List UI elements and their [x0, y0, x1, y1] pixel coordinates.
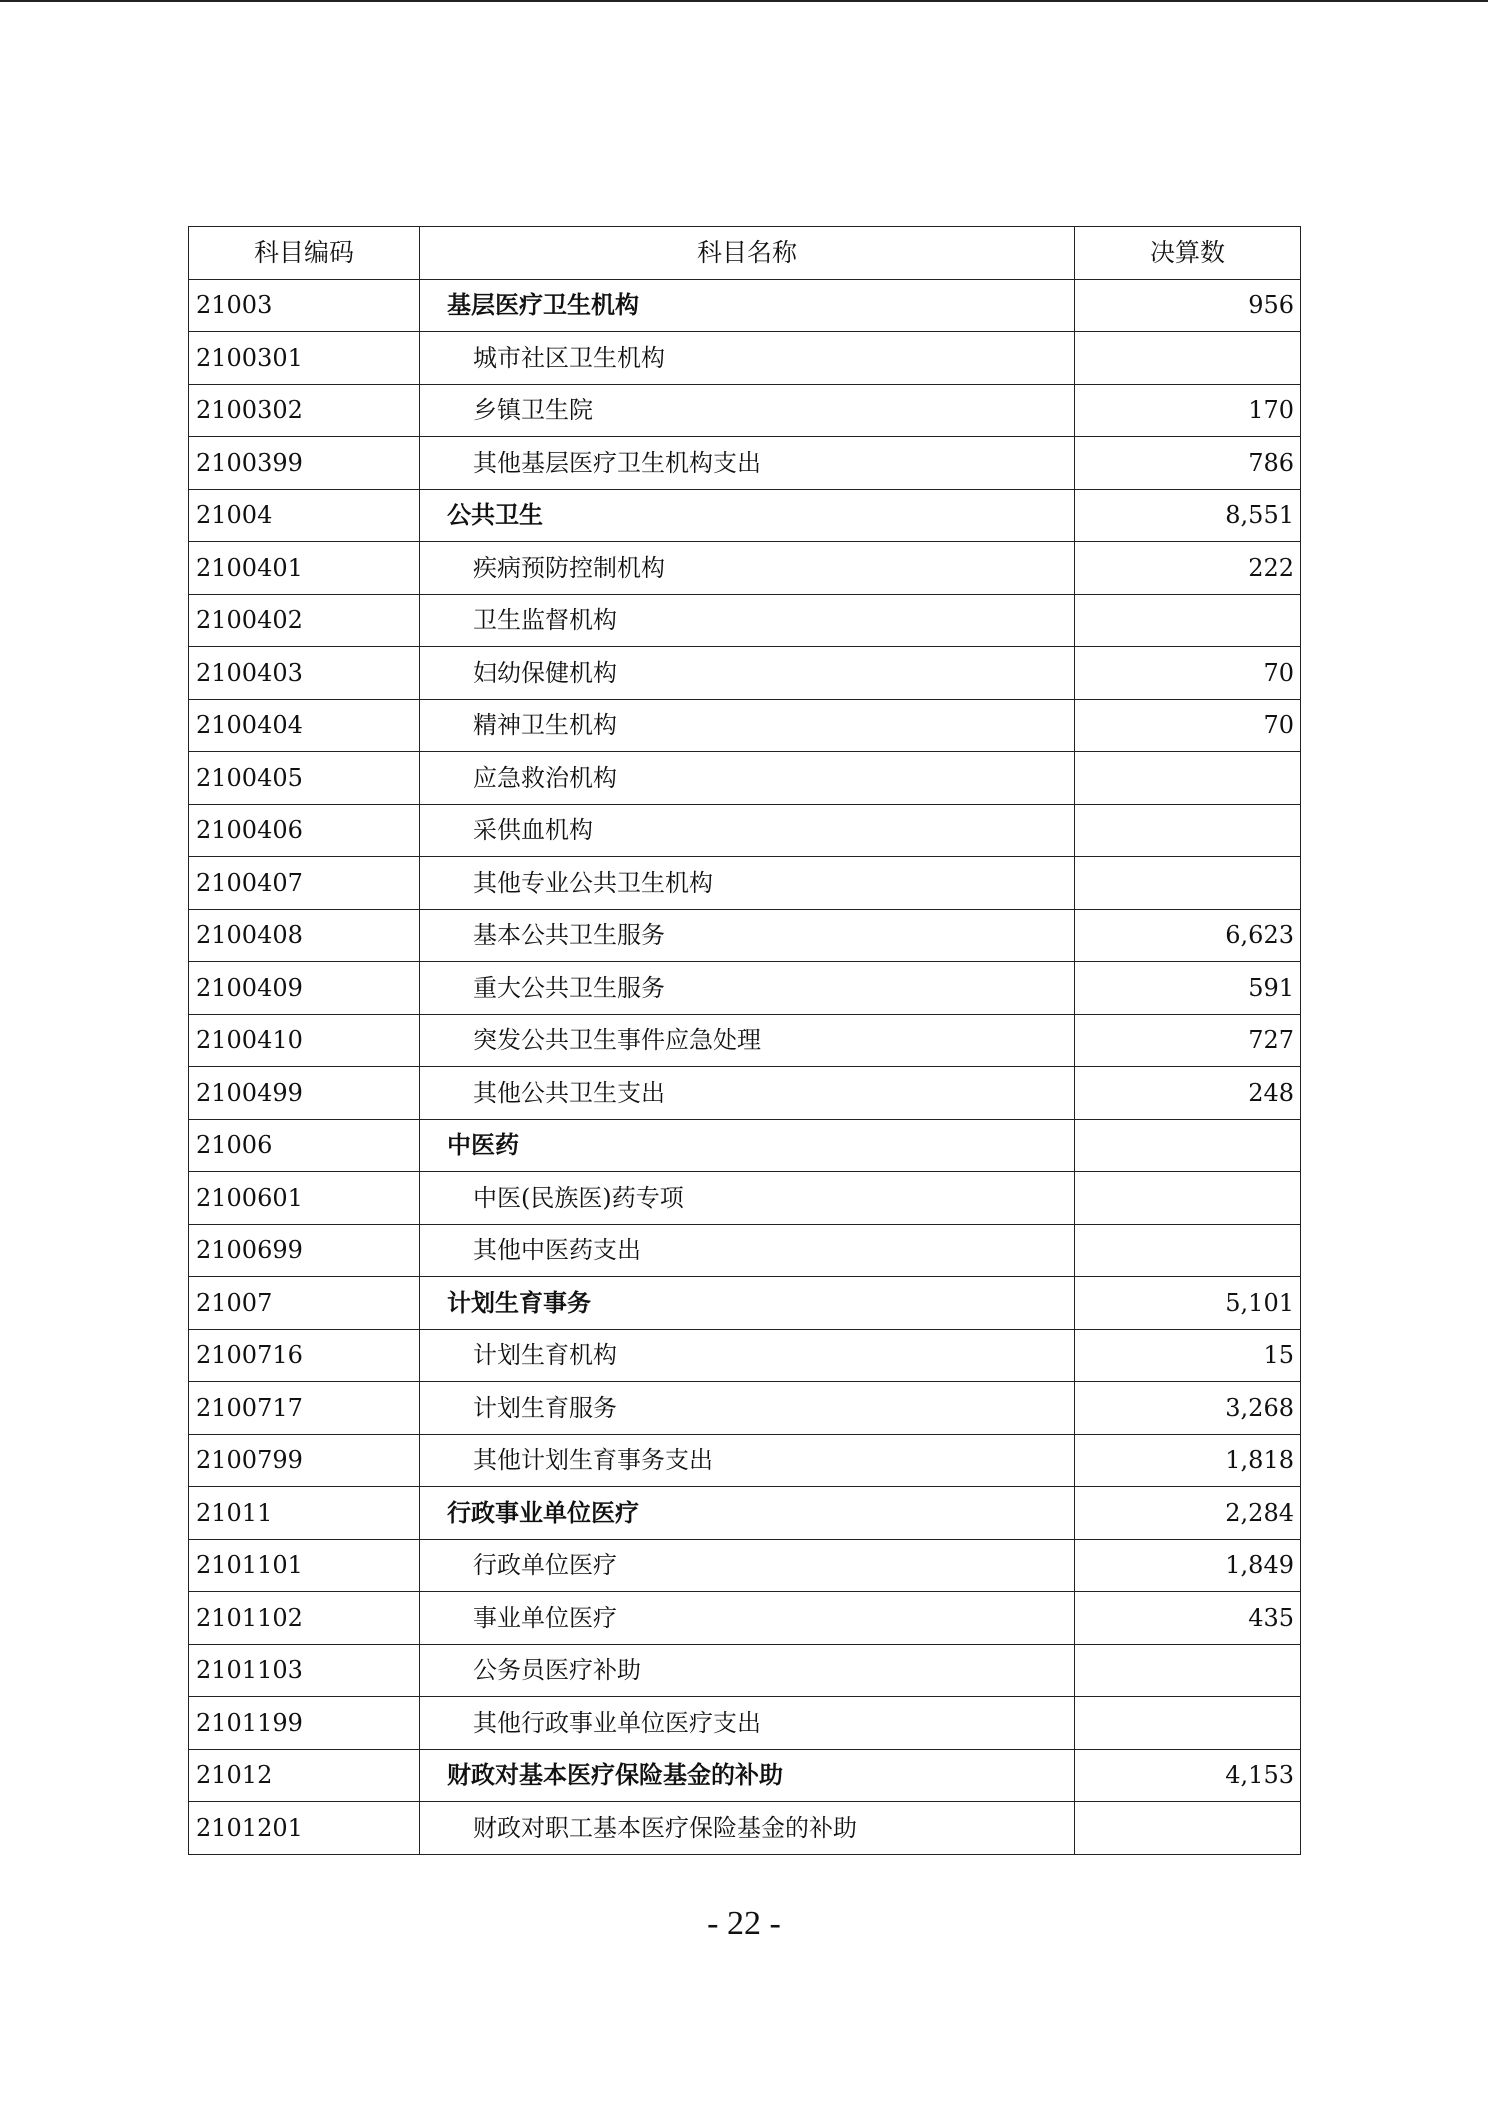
cell-code: 2100402 [189, 594, 420, 647]
table-row [189, 1329, 1301, 1382]
table-row [189, 1539, 1301, 1592]
table-row [189, 1434, 1301, 1487]
cell-amount [1075, 857, 1301, 910]
header-code: 科目编码 [189, 227, 420, 280]
table-row [189, 1224, 1301, 1277]
cell-name: 财政对职工基本医疗保险基金的补助 [420, 1802, 1075, 1855]
cell-amount [1075, 1224, 1301, 1277]
cell-amount: 1,818 [1075, 1434, 1301, 1487]
cell-code: 2101201 [189, 1802, 420, 1855]
page-top-rule [0, 0, 1488, 2]
cell-amount: 8,551 [1075, 489, 1301, 542]
cell-amount [1075, 752, 1301, 805]
table-row [189, 437, 1301, 490]
cell-code: 21006 [189, 1119, 420, 1172]
cell-name: 妇幼保健机构 [420, 647, 1075, 700]
table-row [189, 1277, 1301, 1330]
cell-amount: 591 [1075, 962, 1301, 1015]
cell-code: 21004 [189, 489, 420, 542]
cell-name: 其他行政事业单位医疗支出 [420, 1697, 1075, 1750]
cell-name: 行政事业单位医疗 [420, 1487, 1075, 1540]
table-row [189, 1802, 1301, 1855]
header-name: 科目名称 [420, 227, 1075, 280]
cell-name: 行政单位医疗 [420, 1539, 1075, 1592]
table-body [189, 279, 1301, 1854]
cell-name: 突发公共卫生事件应急处理 [420, 1014, 1075, 1067]
table-row [189, 1014, 1301, 1067]
cell-name: 其他基层医疗卫生机构支出 [420, 437, 1075, 490]
cell-amount: 1,849 [1075, 1539, 1301, 1592]
cell-code: 21012 [189, 1749, 420, 1802]
table-row [189, 1697, 1301, 1750]
cell-amount: 170 [1075, 384, 1301, 437]
table-row [189, 962, 1301, 1015]
cell-code: 2100404 [189, 699, 420, 752]
table-row [189, 909, 1301, 962]
cell-code: 2100407 [189, 857, 420, 910]
table-row [189, 647, 1301, 700]
cell-amount: 5,101 [1075, 1277, 1301, 1330]
table-row [189, 1172, 1301, 1225]
budget-table [188, 226, 1301, 1855]
cell-amount [1075, 1172, 1301, 1225]
header-amount: 决算数 [1075, 227, 1301, 280]
cell-name: 其他专业公共卫生机构 [420, 857, 1075, 910]
table-row [189, 489, 1301, 542]
cell-code: 21011 [189, 1487, 420, 1540]
table-row [189, 542, 1301, 595]
table-row [189, 1749, 1301, 1802]
cell-code: 2100717 [189, 1382, 420, 1435]
cell-code: 2100399 [189, 437, 420, 490]
cell-amount [1075, 1697, 1301, 1750]
cell-amount: 727 [1075, 1014, 1301, 1067]
cell-name: 应急救治机构 [420, 752, 1075, 805]
table-row [189, 699, 1301, 752]
cell-amount [1075, 1802, 1301, 1855]
table-row [189, 1592, 1301, 1645]
cell-code: 2100301 [189, 332, 420, 385]
table-row [189, 332, 1301, 385]
cell-amount: 4,153 [1075, 1749, 1301, 1802]
cell-amount [1075, 594, 1301, 647]
cell-name: 计划生育事务 [420, 1277, 1075, 1330]
cell-name: 采供血机构 [420, 804, 1075, 857]
table-row [189, 804, 1301, 857]
cell-name: 其他中医药支出 [420, 1224, 1075, 1277]
table-row [189, 752, 1301, 805]
cell-amount [1075, 1644, 1301, 1697]
table-header-row [189, 227, 1301, 280]
cell-code: 2101199 [189, 1697, 420, 1750]
cell-code: 21003 [189, 279, 420, 332]
cell-code: 2100302 [189, 384, 420, 437]
cell-amount: 435 [1075, 1592, 1301, 1645]
cell-name: 财政对基本医疗保险基金的补助 [420, 1749, 1075, 1802]
cell-name: 公务员医疗补助 [420, 1644, 1075, 1697]
cell-name: 卫生监督机构 [420, 594, 1075, 647]
cell-name: 城市社区卫生机构 [420, 332, 1075, 385]
cell-code: 2100601 [189, 1172, 420, 1225]
cell-amount: 3,268 [1075, 1382, 1301, 1435]
page-number: - 22 - [707, 1905, 781, 1942]
table-row [189, 594, 1301, 647]
table-row [189, 1644, 1301, 1697]
cell-code: 2100408 [189, 909, 420, 962]
cell-code: 2101103 [189, 1644, 420, 1697]
cell-amount: 956 [1075, 279, 1301, 332]
table-row [189, 384, 1301, 437]
cell-name: 乡镇卫生院 [420, 384, 1075, 437]
cell-code: 2100401 [189, 542, 420, 595]
cell-amount: 6,623 [1075, 909, 1301, 962]
cell-name: 公共卫生 [420, 489, 1075, 542]
cell-code: 2100499 [189, 1067, 420, 1120]
cell-name: 基层医疗卫生机构 [420, 279, 1075, 332]
cell-amount: 786 [1075, 437, 1301, 490]
cell-code: 2100699 [189, 1224, 420, 1277]
cell-amount: 15 [1075, 1329, 1301, 1382]
cell-code: 21007 [189, 1277, 420, 1330]
cell-code: 2100403 [189, 647, 420, 700]
cell-code: 2100409 [189, 962, 420, 1015]
cell-code: 2101101 [189, 1539, 420, 1592]
cell-code: 2100405 [189, 752, 420, 805]
cell-code: 2100406 [189, 804, 420, 857]
table-row [189, 1119, 1301, 1172]
cell-amount: 70 [1075, 647, 1301, 700]
cell-amount: 70 [1075, 699, 1301, 752]
table-row [189, 1487, 1301, 1540]
budget-table-container [188, 226, 1300, 1855]
cell-name: 计划生育服务 [420, 1382, 1075, 1435]
cell-amount [1075, 1119, 1301, 1172]
table-row [189, 857, 1301, 910]
cell-amount: 2,284 [1075, 1487, 1301, 1540]
cell-name: 其他计划生育事务支出 [420, 1434, 1075, 1487]
cell-name: 事业单位医疗 [420, 1592, 1075, 1645]
cell-name: 基本公共卫生服务 [420, 909, 1075, 962]
cell-code: 2100716 [189, 1329, 420, 1382]
cell-name: 精神卫生机构 [420, 699, 1075, 752]
cell-name: 重大公共卫生服务 [420, 962, 1075, 1015]
table-row [189, 279, 1301, 332]
cell-name: 疾病预防控制机构 [420, 542, 1075, 595]
cell-code: 2100410 [189, 1014, 420, 1067]
cell-name: 中医药 [420, 1119, 1075, 1172]
cell-name: 中医(民族医)药专项 [420, 1172, 1075, 1225]
cell-amount: 248 [1075, 1067, 1301, 1120]
cell-name: 计划生育机构 [420, 1329, 1075, 1382]
table-row [189, 1382, 1301, 1435]
cell-name: 其他公共卫生支出 [420, 1067, 1075, 1120]
cell-amount [1075, 332, 1301, 385]
cell-amount [1075, 804, 1301, 857]
cell-code: 2101102 [189, 1592, 420, 1645]
cell-amount: 222 [1075, 542, 1301, 595]
cell-code: 2100799 [189, 1434, 420, 1487]
table-row [189, 1067, 1301, 1120]
